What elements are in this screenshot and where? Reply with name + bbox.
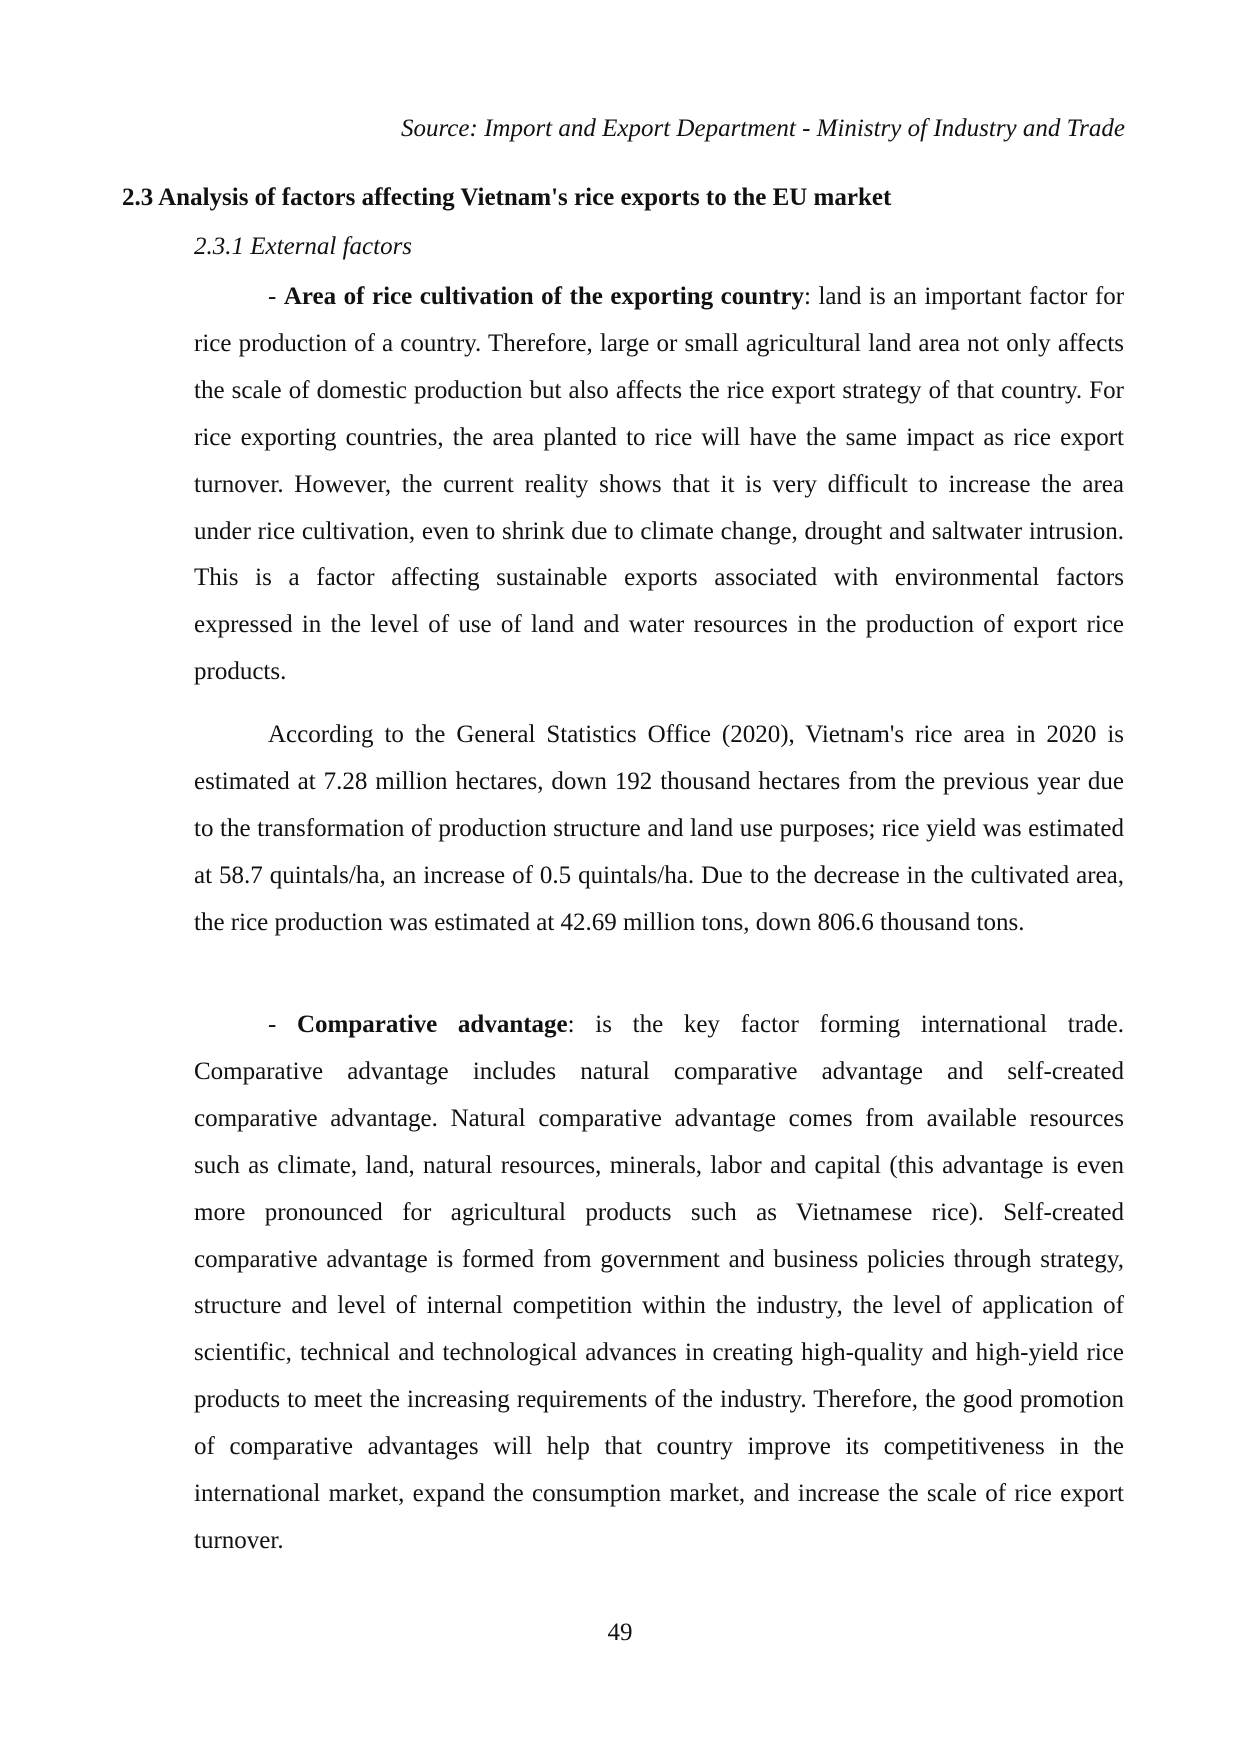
subsection-heading: 2.3.1 External factors [194,233,413,260]
paragraph-rice-cultivation-area [194,274,1124,696]
paragraph-comparative-advantage [194,1002,1124,1565]
paragraph-text: : land is an important factor for rice production of a country. Therefore, large or small agricultural land area not only affects the scale of domestic production but also affects the rice export strategy of that country. For rice exporting countries, the area planted to rice will have the same impact as rice export turnover. However, the current reality shows that it is very difficult to increase the area under rice cultivation, even to shrink due to climate change, drought and saltwater intrusion. This is a factor affecting sustainable exports associated with environmental factors expressed in the level of use of land and water resources in the production of export rice products. [194,283,1125,686]
lead-bold-term: Area of rice cultivation of the exporting country [283,283,804,310]
source-note: Source: Import and Export Department - Ministry of Industry and Trade [401,115,1125,142]
lead-prefix: - [268,283,284,310]
page-number: 49 [607,1619,633,1646]
paragraph-text: According to the General Statistics Office (2020), Vietnam's rice area in 2020 is estimated at 7.28 million hectares, down 192 thousand hectares from the previous year due to the transformation of production structure and land use purposes; rice yield was estimated at 58.7 quintals/ha, an increase of 0.5 quintals/ha. Due to the decrease in the cultivated area, the rice production was estimated at 42.69 million tons, down 806.6 thousand tons. [194,721,1124,936]
paragraph-text: : is the key factor forming international trade. Comparative advantage includes natural comparative advantage and self-created comparative advantage. Natural comparative advantage comes from available resources such as climate, land, natural resources, minerals, labor and capital (this advantage is even more pronounced for agricultural products such as Vietnamese rice). Self-created comparative advantage is formed from government and business policies through strategy, structure and level of internal competition within the industry, the level of application of scientific, technical and technological advances in creating high-quality and high-yield rice products to meet the increasing requirements of the industry. Therefore, the good promotion of comparative advantages will help that country improve its competitiveness in the international market, expand the consumption market, and increase the scale of rice export turnover. [194,1011,1124,1554]
section-heading: 2.3 Analysis of factors affecting Vietnam's rice exports to the EU market [122,184,892,211]
lead-prefix: - [268,1011,297,1038]
paragraph-statistics [194,712,1124,947]
lead-bold-term: Comparative advantage [297,1011,568,1038]
